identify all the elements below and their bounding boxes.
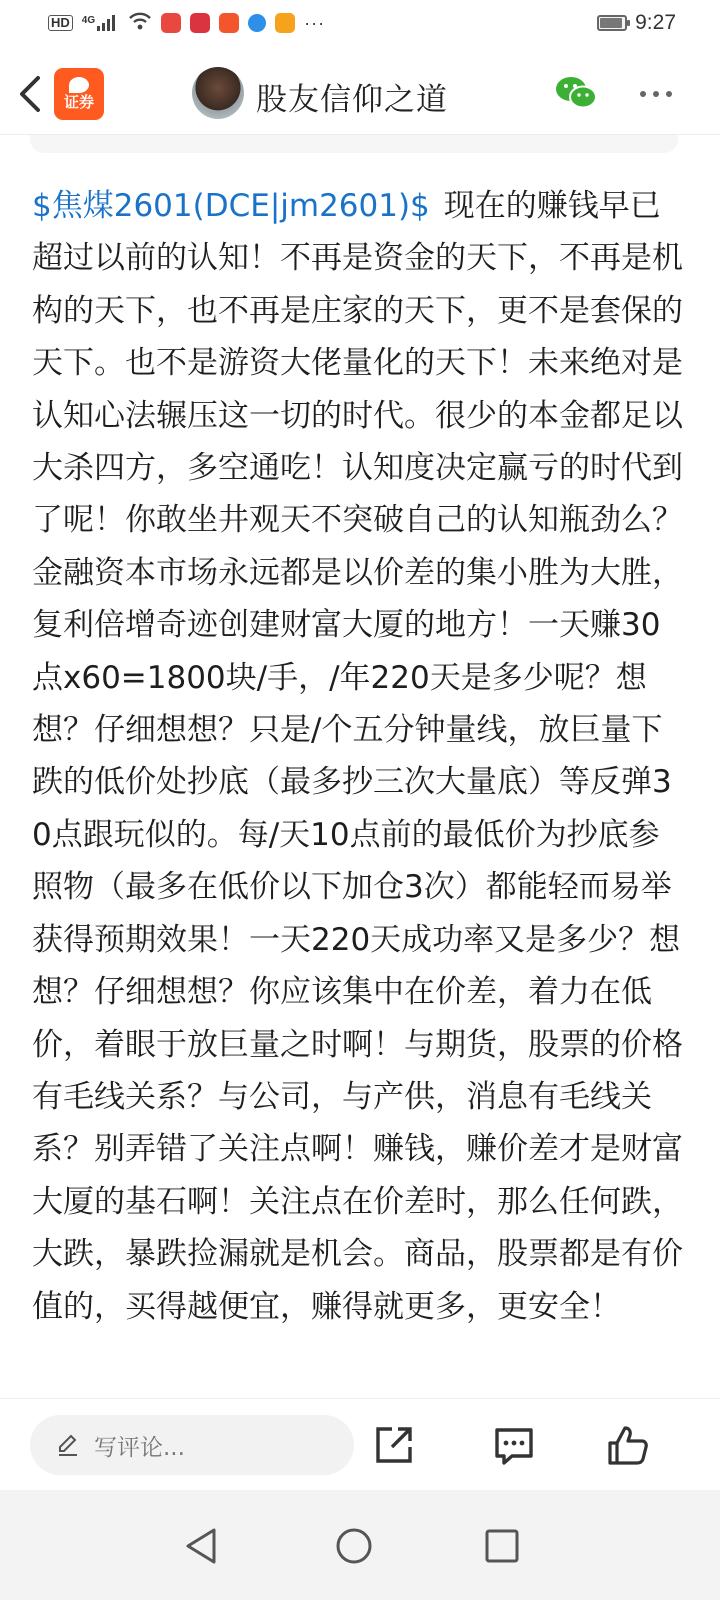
pen-icon	[56, 1433, 80, 1457]
status-bar	[0, 0, 720, 46]
signal-icon	[82, 15, 119, 31]
wifi-icon	[128, 12, 152, 35]
battery-level	[600, 18, 621, 28]
shopping-app-icon	[219, 13, 239, 33]
user-name[interactable]: 股友信仰之道	[256, 82, 448, 118]
nav-home-button[interactable]	[332, 1524, 376, 1568]
stock-tag-link[interactable]: $焦煤2601(DCE|jm2601)$	[32, 188, 430, 224]
nav-recents-icon	[480, 1524, 524, 1568]
avatar[interactable]	[192, 67, 244, 119]
app-notification-icon	[161, 13, 181, 33]
comment-input[interactable]	[30, 1415, 354, 1475]
post-body-text: 现在的赚钱早已超过以前的认知！不再是资金的天下，不再是机构的天下，也不再是庄家的天下，更不是套保的天下。也不是游资大佬量化的天下！未来绝对是认知心法辗压这一切的时代。很少的本金都足以大杀四方，多空通吃！认知度决定赢亏的时代到了呢！你敢坐井观天不突破自己的认知瓶劲么？金融资本市场永远都是以价差的集小胜为大胜，复利倍增奇迹创建财富大厦的地方！一天赚30点x60=1800块/手，/年220天是多少呢？想想？仔细想想？只是/个五分钟量线，放巨量下跌的低价处抄底（最多抄三次大量底）等反弹30点跟玩似的。每/天10点前的最低价为抄底参照物（最多在低价以下加仓3次）都能轻而易举获得预期效果！一天220天成功率又是多少？想想？仔细想想？你应该集中在价差，着力在低价，着眼于放巨量之时啊！与期货，股票的价格有毛线关系？与公司，与产供，消息有毛线关系？别弄错了关注点啊！赚钱，赚价差才是财富大厦的基石啊！关注点在价差时，那么任何跌，大跌，暴跌捡漏就是机会。商品，股票都是有价值的，买得越便宜，赚得就更多，更安全！	[32, 188, 683, 1325]
browser-app-icon	[248, 14, 266, 32]
back-icon	[14, 72, 50, 116]
nav-recents-button[interactable]	[480, 1524, 524, 1568]
hd-icon: HD	[48, 15, 73, 31]
status-left	[48, 12, 325, 35]
video-app-icon	[275, 13, 295, 33]
app-logo-label: 证券	[63, 94, 94, 111]
like-icon	[606, 1423, 650, 1467]
comment-placeholder: 写评论...	[94, 1434, 185, 1461]
nav-back-button[interactable]	[180, 1524, 224, 1568]
status-right	[597, 11, 676, 35]
share-button[interactable]	[372, 1423, 416, 1467]
wechat-share-button[interactable]	[554, 74, 598, 112]
more-icon	[653, 91, 659, 97]
more-icon	[640, 91, 646, 97]
network-type: 4G	[81, 15, 96, 26]
like-button[interactable]	[606, 1423, 650, 1467]
battery-icon	[597, 15, 627, 31]
nav-home-icon	[332, 1524, 376, 1568]
wechat-icon	[554, 74, 598, 112]
clock: 9:27	[635, 11, 676, 34]
book-app-icon	[190, 13, 210, 33]
nav-back-icon	[180, 1524, 224, 1568]
more-notifications-icon: ···	[304, 12, 326, 33]
back-button[interactable]	[14, 72, 50, 116]
share-icon	[372, 1423, 416, 1467]
system-navigation-bar	[0, 1490, 720, 1600]
comment-button[interactable]	[492, 1423, 536, 1467]
app-logo[interactable]	[54, 68, 104, 120]
more-options-button[interactable]	[634, 84, 678, 104]
top-bar	[0, 56, 720, 135]
collapsed-card-edge	[30, 135, 678, 153]
comment-icon	[492, 1423, 536, 1467]
post-content	[32, 180, 688, 1333]
brand-mark-icon	[69, 77, 89, 93]
bottom-action-bar	[0, 1398, 720, 1491]
more-icon	[666, 91, 672, 97]
